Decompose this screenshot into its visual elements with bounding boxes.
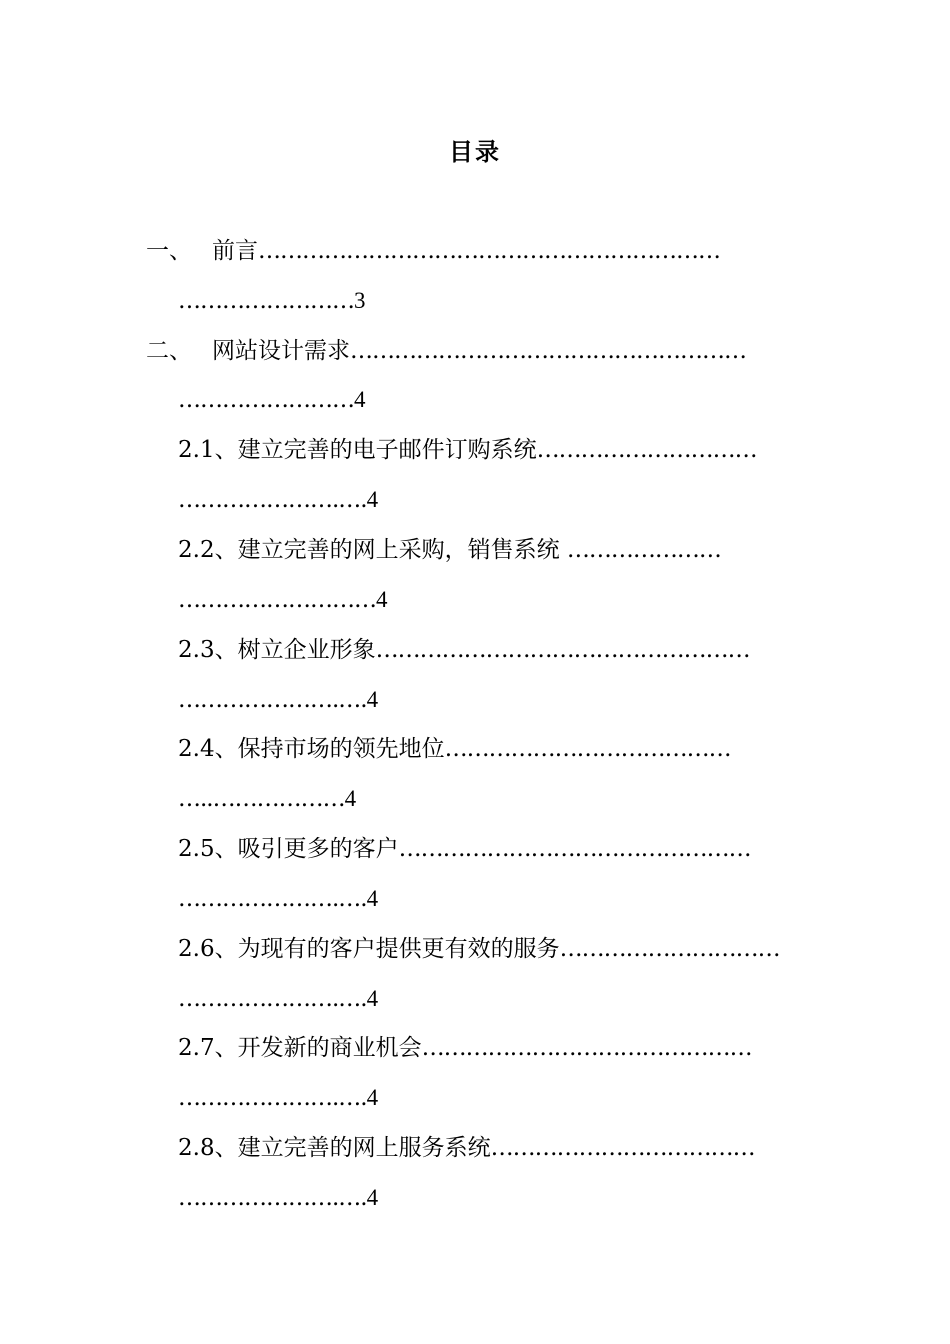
toc-entry-continuation bbox=[178, 286, 366, 316]
toc-entry-line bbox=[178, 834, 751, 864]
toc-entry-line bbox=[178, 734, 731, 764]
toc-leader-dots: ………………….…. bbox=[178, 1085, 367, 1111]
toc-entry-label: 2.7、开发新的商业机会 bbox=[178, 1035, 422, 1061]
toc-entry-line bbox=[178, 535, 721, 565]
toc-entry-continuation bbox=[178, 784, 356, 814]
toc-leader-dots: ………………….…. bbox=[178, 886, 367, 912]
toc-entry-label: 2.3、树立企业形象 bbox=[178, 637, 376, 663]
toc-entry-line bbox=[178, 1033, 752, 1063]
toc-entry-continuation bbox=[178, 984, 378, 1014]
toc-entry-label: 2.5、吸引更多的客户 bbox=[178, 836, 399, 862]
toc-entry-label: 2.8、建立完善的网上服务系统 bbox=[178, 1135, 491, 1161]
toc-entry-number: 二、 bbox=[146, 338, 192, 364]
toc-entry-line bbox=[146, 336, 746, 366]
toc-page-number: 4 bbox=[354, 387, 366, 412]
toc-page-number: 4 bbox=[344, 786, 357, 811]
toc-leader-dots: ………………………………………… bbox=[398, 836, 751, 862]
toc-leader-dots: ………………….…. bbox=[178, 487, 367, 513]
toc-page-number: 4 bbox=[366, 1085, 379, 1110]
toc-entry-continuation bbox=[178, 1083, 378, 1113]
toc-leader-dots: ………………….…. bbox=[178, 986, 367, 1012]
toc-leader-dots: ………………… bbox=[566, 537, 721, 563]
toc-entry-label: 2.4、保持市场的领先地位 bbox=[178, 736, 445, 762]
toc-page-number: 4 bbox=[366, 986, 379, 1011]
toc-entry-continuation bbox=[178, 1183, 378, 1213]
toc-entry-line bbox=[178, 635, 750, 665]
toc-leader-dots: ……………………………… bbox=[490, 1135, 755, 1161]
toc-leader-dots: ………………………… bbox=[559, 936, 780, 962]
toc-entry-label: 前言 bbox=[212, 238, 258, 264]
toc-leader-dots: ……………………………………… bbox=[421, 1035, 752, 1061]
toc-leader-dots: …..……………… bbox=[178, 786, 345, 812]
toc-page-number: 4 bbox=[366, 886, 379, 911]
toc-leader-dots: ……………………………………………………… bbox=[258, 238, 720, 264]
toc-entry-continuation bbox=[178, 585, 388, 615]
toc-leader-dots: …………………… bbox=[178, 387, 354, 413]
toc-entry-continuation bbox=[178, 485, 378, 515]
toc-entry-line bbox=[178, 1133, 755, 1163]
toc-leader-dots: ……………………………………………… bbox=[350, 338, 746, 364]
toc-entry-line bbox=[178, 435, 757, 465]
toc-leader-dots: …………………… bbox=[178, 288, 354, 314]
toc-leader-dots: ……………………… bbox=[178, 587, 376, 613]
toc-leader-dots: …………………………………………… bbox=[375, 637, 750, 663]
toc-leader-dots: ………………….…. bbox=[178, 687, 367, 713]
toc-title: 目录 bbox=[449, 137, 501, 166]
toc-entry-label: 2.6、为现有的客户提供更有效的服务 bbox=[178, 936, 560, 962]
toc-entry-line bbox=[178, 934, 780, 964]
toc-entry-line bbox=[146, 236, 720, 266]
toc-leader-dots: ………………………………… bbox=[444, 736, 731, 762]
toc-page-number: 4 bbox=[376, 587, 388, 612]
toc-entry-label: 网站设计需求 bbox=[212, 338, 350, 364]
toc-entry-continuation bbox=[178, 685, 378, 715]
toc-page-number: 4 bbox=[366, 687, 379, 712]
toc-page-number: 4 bbox=[366, 1185, 379, 1210]
toc-entry-label: 2.2、建立完善的网上采购，销售系统 bbox=[178, 537, 567, 563]
toc-entry-number: 一、 bbox=[146, 238, 192, 264]
toc-leader-dots: ………………….…. bbox=[178, 1185, 367, 1211]
toc-entry-continuation bbox=[178, 884, 378, 914]
toc-page-number: 3 bbox=[354, 288, 366, 313]
toc-entry-label: 2.1、建立完善的电子邮件订购系统 bbox=[178, 437, 537, 463]
toc-leader-dots: ………………………… bbox=[536, 437, 757, 463]
toc-page-number: 4 bbox=[366, 487, 379, 512]
toc-entry-continuation bbox=[178, 385, 366, 415]
